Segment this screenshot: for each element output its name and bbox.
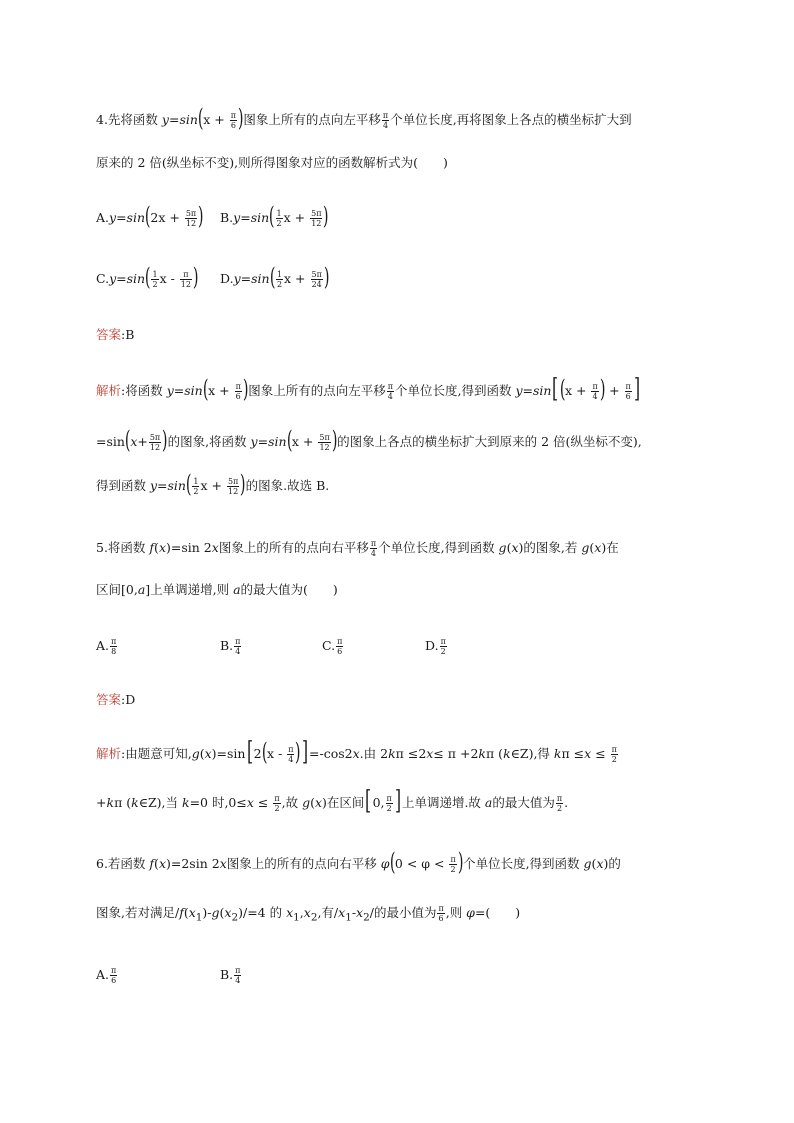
q6-option-b: B. $\frac{\pi}{4}$ <box>220 966 241 985</box>
q4-number: 4.先将函数 <box>96 112 162 127</box>
q5-analysis-line-1: 解析:由题意可知,g(x)=sin[2(x - $\frac{\pi}{4}$ )]=-cos2x.由 2kπ ≤2x≤ π +2kπ (k∈Z),得 kπ ≤x ≤ $\frac{\pi}{2}$ <box>96 736 617 767</box>
fraction: $\frac{1}{2}$ <box>193 477 199 496</box>
fraction: $\frac{1}{2}$ <box>276 209 282 228</box>
fraction: $\frac{5\pi}{12}$ <box>185 209 197 228</box>
q4-answer <box>96 325 134 345</box>
answer-value: :D <box>121 692 136 707</box>
fraction: $\frac{\pi}{6}$ <box>337 637 343 656</box>
fraction: $\frac{\pi}{6}$ <box>111 966 117 985</box>
q4-option-a: A.y=sin(2x + $\frac{5\pi}{12}$ ) <box>96 201 204 230</box>
fraction: $\frac{\pi}{2}$ <box>450 855 456 874</box>
fraction: $\frac{5\pi}{24}$ <box>311 270 322 289</box>
fraction: $\frac{\pi}{2}$ <box>274 794 280 813</box>
q4-option-d: D.y=sin( $\frac{1}{2}$ x + $\frac{5\pi}{24}$ ) <box>220 262 330 291</box>
fraction: $\frac{\pi}{2}$ <box>440 637 446 656</box>
fraction: $\frac{\pi}{4}$ <box>288 745 294 764</box>
q6-number: 6.若函数 <box>96 856 150 871</box>
q5-analysis-line-2: +kπ (k∈Z),当 k=0 时,0≤x ≤ $\frac{\pi}{2}$ ,故 g(x)在区间[0, $\frac{\pi}{2}$ ]上单调递增.故 a的最大值为 $\frac{\pi}{2}$ . <box>96 785 569 816</box>
q5-line-2: 区间[0,a]上单调递增,则 a的最大值为( ) <box>96 582 338 597</box>
q4-analysis-line-3: 得到函数 y=sin( $\frac{1}{2}$ x + $\frac{5\pi}{12}$ )的图象.故选 B. <box>96 469 330 498</box>
analysis-label: 解析 <box>96 383 122 398</box>
q4-option-b: B.y=sin( $\frac{1}{2}$ x + $\frac{5\pi}{12}$ ) <box>220 201 329 230</box>
q6-line-2: 图象,若对满足$/f(x_1)-g(x_2)/=4$ 的 $x_1,x_2$,有$/x_1-x_2/$的最小值为 $\frac{\pi}{6}$ ,则 φ=( ) <box>96 904 521 924</box>
q4-line-2: 原来的 2 倍(纵坐标不变),则所得图象对应的函数解析式为( ) <box>96 155 448 170</box>
fraction: $\frac{\pi}{2}$ <box>611 745 617 764</box>
fraction: $\frac{1}{2}$ <box>152 270 158 289</box>
q6-line-1: 6.若函数 f(x)=2sin 2x图象上的所有的点向右平移 φ(0 < φ < $\frac{\pi}{2}$ )个单位长度,得到函数 g(x)的 <box>96 847 621 876</box>
fraction: $\frac{\pi}{6}$ <box>235 382 241 401</box>
q5-line-1: 5.将函数 f(x)=sin 2x图象上的所有的点向右平移 $\frac{\pi}{4}$ 个单位长度,得到函数 g(x)的图象,若 g(x)在 <box>96 539 619 558</box>
fraction: $\frac{\pi}{12}$ <box>180 270 191 289</box>
q4-option-c: C.y=sin( $\frac{1}{2}$ x - $\frac{\pi}{12}$ ) <box>96 262 199 291</box>
fraction: $\frac{\pi}{8}$ <box>111 637 117 656</box>
q6-option-a: A. $\frac{\pi}{6}$ <box>96 966 117 985</box>
fraction: $\frac{\pi}{4}$ <box>370 539 377 558</box>
fraction: $\frac{5\pi}{12}$ <box>149 433 161 452</box>
fraction: $\frac{\pi}{4}$ <box>592 382 598 401</box>
q4-line-1: 4.先将函数 y=sin(x + $\frac{\pi}{6}$ )图象上所有的点向左平移 $\frac{\pi}{4}$ 个单位长度,再将图象上各点的横坐标扩大到 <box>96 103 632 132</box>
fraction: $\frac{\pi}{4}$ <box>235 966 241 985</box>
answer-label: 答案 <box>96 692 122 707</box>
q4-analysis-line-2: =sin(x+ $\frac{5\pi}{12}$ )的图象,将函数 y=sin(x + $\frac{5\pi}{12}$ )的图象上各点的横坐标扩大到原来的 2 倍(纵坐标不变), <box>96 425 642 454</box>
fraction: $\frac{5\pi}{12}$ <box>319 433 330 452</box>
fraction: $\frac{\pi}{4}$ <box>387 382 393 401</box>
fraction: $\frac{\pi}{2}$ <box>556 794 563 813</box>
fraction: $\frac{\pi}{4}$ <box>382 111 389 130</box>
q5-answer <box>96 690 135 710</box>
fraction: $\frac{\pi}{2}$ <box>386 794 392 813</box>
fraction: $\frac{\pi}{6}$ <box>625 382 631 401</box>
fraction: $\frac{1}{2}$ <box>276 270 283 289</box>
q5-number: 5.将函数 <box>96 540 150 555</box>
analysis-label: 解析 <box>96 746 122 761</box>
answer-label: 答案 <box>96 327 122 342</box>
answer-value: :B <box>121 327 135 342</box>
fraction: $\frac{\pi}{6}$ <box>438 904 444 923</box>
fraction: $\frac{\pi}{6}$ <box>230 111 237 130</box>
q5-option-a: A. $\frac{\pi}{8}$ <box>96 637 117 656</box>
q5-option-b: B. $\frac{\pi}{4}$ <box>220 637 241 656</box>
q4-analysis-line-1: 解析:将函数 y=sin(x + $\frac{\pi}{6}$ )图象上所有的点向左平移 $\frac{\pi}{4}$ 个单位长度,得到函数 y=sin[(x + $\frac{\pi}{4}$ ) + $\frac{\pi}{6}$ ] <box>96 373 640 404</box>
fraction: $\frac{5\pi}{12}$ <box>311 209 322 228</box>
q5-option-d: D. $\frac{\pi}{2}$ <box>425 637 446 656</box>
fraction: $\frac{\pi}{4}$ <box>235 637 241 656</box>
fraction: $\frac{5\pi}{12}$ <box>227 477 239 496</box>
q5-option-c: C. $\frac{\pi}{6}$ <box>322 637 343 656</box>
